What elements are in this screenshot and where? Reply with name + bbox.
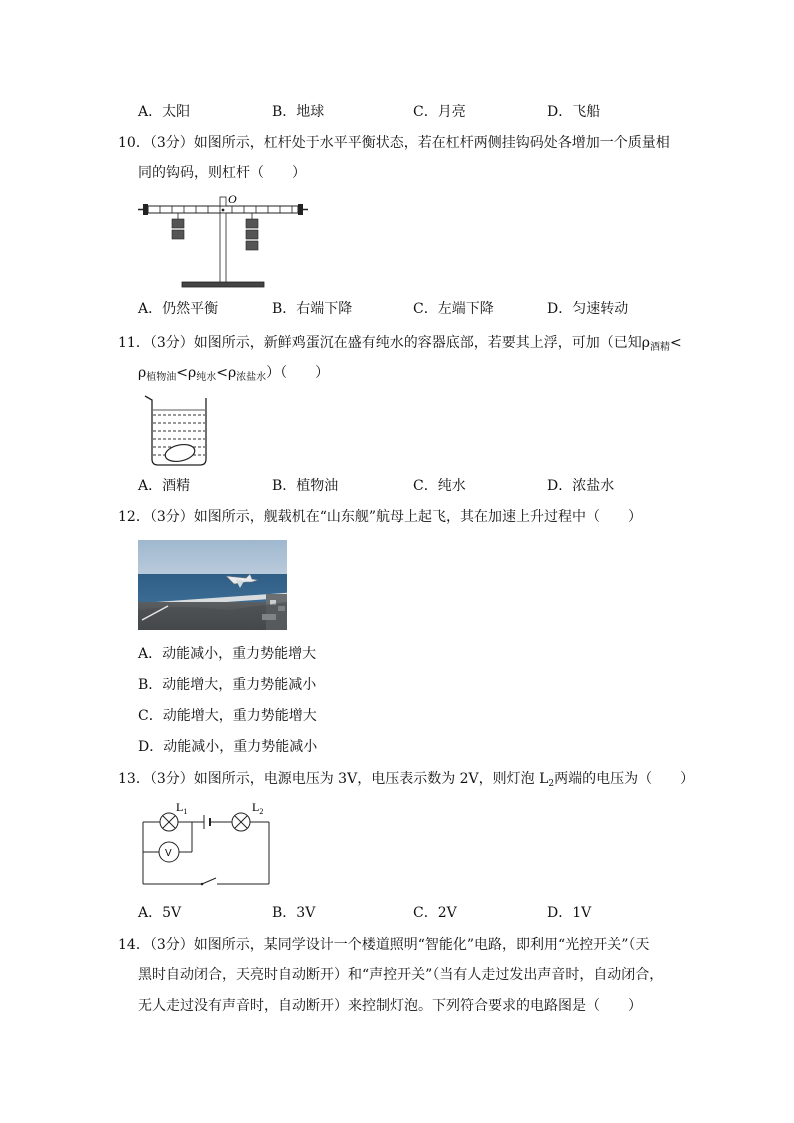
- q13-option-b: B．3V: [272, 905, 316, 921]
- beaker-egg-figure: [142, 393, 212, 468]
- q10-option-b: B．右端下降: [272, 301, 353, 317]
- q10-option-a: A．仍然平衡: [138, 301, 219, 317]
- q13-option-a: A．5V: [138, 905, 182, 921]
- q14-stem-line1: 14．（3分）如图所示，某同学设计一个楼道照明“智能化”电路，即利用“光控开关”（天: [118, 937, 650, 953]
- q13-option-d: D．1V: [547, 905, 592, 921]
- lever-pivot-label: O: [228, 192, 237, 206]
- q12-stem-line1: 12．（3分）如图所示，舰载机在“山东舰”航母上起飞，其在加速上升过程中（ ）: [118, 509, 643, 525]
- q10-stem-line1: 10．（3分）如图所示，杠杆处于水平平衡状态，若在杠杆两侧挂钩码处各增加一个质量相: [118, 135, 670, 151]
- lever-figure: [138, 192, 308, 292]
- lamp-l2-label: $L_2$: [252, 800, 264, 816]
- q10-stem-line2: 同的钩码，则杠杆（ ）: [138, 165, 306, 181]
- q12-option-c: C．动能增大，重力势能增大: [138, 708, 317, 724]
- jet-icon: [138, 540, 287, 630]
- q10-option-c: C．左端下降: [413, 301, 494, 317]
- q11-option-b: B．植物油: [272, 478, 339, 494]
- aircraft-carrier-photo: [138, 540, 287, 630]
- q9-option-c: C．月亮: [413, 104, 466, 120]
- q11-option-d: D．浓盐水: [547, 478, 615, 494]
- lamp-l1-label: $L_1$: [176, 800, 188, 816]
- q13-option-c: C．2V: [413, 905, 457, 921]
- q11-stem-line1: 11．（3分）如图所示，新鲜鸡蛋沉在盛有纯水的容器底部，若要其上浮，可加（已知$\rho_{酒精}<$: [118, 335, 682, 353]
- q11-option-c: C．纯水: [413, 478, 466, 494]
- q12-option-b: B．动能增大，重力势能减小: [138, 677, 317, 693]
- q9-option-d: D．飞船: [547, 104, 601, 120]
- q9-option-b: B．地球: [272, 104, 325, 120]
- q14-stem-line3: 无人走过没有声音时，自动断开）来控制灯泡。下列符合要求的电路图是（ ）: [138, 998, 642, 1014]
- q12-option-a: A．动能减小，重力势能增大: [138, 646, 317, 662]
- q11-option-a: A．酒精: [138, 478, 191, 494]
- q14-stem-line2: 黑时自动闭合，天亮时自动断开）和“声控开关”（当有人走过发出声音时，自动闭合，: [138, 967, 664, 983]
- q9-option-a: A．太阳: [138, 104, 191, 120]
- q10-option-d: D．匀速转动: [547, 301, 629, 317]
- q12-option-d: D．动能减小，重力势能减小: [138, 739, 318, 755]
- circuit-figure: [138, 798, 278, 890]
- q13-stem-line1: 13．（3分）如图所示，电源电压为 3V，电压表示数为 2V，则灯泡 $L_2$两端的电压为（ ）: [118, 771, 695, 789]
- voltmeter-label: V: [165, 848, 172, 859]
- q11-stem-line2: $\rho_{植物油}<\rho_{纯水}<\rho_{浓盐水}$）（ ）: [138, 365, 330, 383]
